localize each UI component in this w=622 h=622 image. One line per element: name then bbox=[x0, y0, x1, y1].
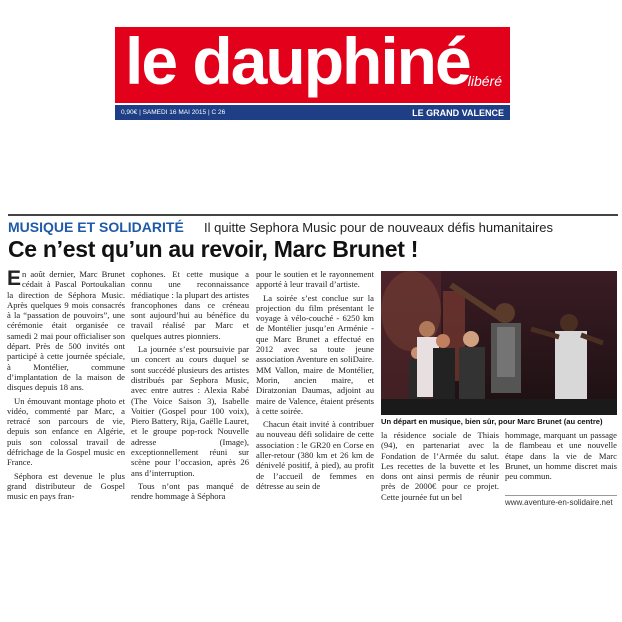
article-column-5 bbox=[505, 430, 617, 484]
paragraph: pour le soutien et le rayonnement apporté à leur travail d’artiste. bbox=[256, 269, 374, 290]
edition-bar bbox=[115, 105, 510, 120]
photo-caption: Un départ en musique, bien sûr, pour Marc Brunet (au centre) bbox=[381, 417, 603, 426]
article-subhead: Il quitte Sephora Music pour de nouveaux défis humanitaires bbox=[204, 220, 554, 235]
edition-name: LE GRAND VALENCE bbox=[412, 107, 504, 118]
website-link[interactable]: www.aventure-en-solidaire.net bbox=[505, 495, 617, 508]
paragraph: n août dernier, Marc Brunet cédait à Pascal Portoukalian la direction de Séphora Music. Après quelques 9 mois consacrés à la “passation de pouvoirs”, une cérémonie était organisée ce samedi 2 mai pour officialiser son départ. Près de 500 invités ont participé à cette journée spéciale, à Montélier, commune d’implantation de la maison de disques depuis 18 ans. bbox=[7, 269, 125, 393]
article-column-1 bbox=[7, 269, 125, 505]
paragraph: La journée s’est poursuivie par un concert au cours duquel se sont succédé plusieurs des artistes distribués par Sephora Music, avec entre autres : Alexia Rabé (The Voice Saison 3), Isabelle Voitier (Gospel pour 100 voix), Piero Battery, Rija, Gaëlle Lauret, et le groupe pop-rock Nouvelle adresse (Image), exceptionnellement réuni sur scène pour l’occasion, après 26 ans d’interruption. bbox=[131, 344, 249, 478]
concert-photo bbox=[381, 271, 617, 415]
newspaper-logo: le dauphiné bbox=[125, 24, 470, 98]
concert-photo-illustration bbox=[381, 271, 617, 415]
article-headline: Ce n’est qu’un au revoir, Marc Brunet ! bbox=[8, 236, 419, 262]
paragraph: Tous n’ont pas manqué de rendre hommage à Séphora bbox=[131, 480, 249, 502]
edition-info: 0,90€ | SAMEDI 16 MAI 2015 | C 26 bbox=[121, 109, 226, 116]
drop-cap: E bbox=[7, 267, 22, 290]
kicker-row bbox=[8, 214, 618, 238]
article-column-3 bbox=[256, 269, 374, 494]
article-column-4 bbox=[381, 430, 499, 505]
logo-block bbox=[115, 24, 510, 103]
paragraph: la résidence sociale de Thiais (94), en partenariat avec la Fondation de l’Armée du salut. Les recettes de la buvette et les dons ont ainsi permis de réunir près de 2000€ pour ce projet. Cette journée fut un bel bbox=[381, 430, 499, 502]
paragraph: La soirée s’est conclue sur la projection du film présentant le voyage à vélo-couché - 6250 km de Montélier jusqu’en Arménie - que Marc Brunet a effectué en 2012 avec sa toute jeune association Aventure en soliDaire. MM Vallon, maire de Montélier, Morin, ancien maire, et Diratzonian Daumas, adjoint au maire de Valence, étaient présents à cette soirée. bbox=[256, 292, 374, 416]
paragraph: Séphora est devenue le plus grand distributeur de Gospel music en pays fran- bbox=[7, 470, 125, 502]
paragraph: Un émouvant montage photo et vidéo, commenté par Marc, a retracé son parcours de vie, depuis son enfance en Algérie, puis son colossal travail de défrichage de la Gospel music en France. bbox=[7, 395, 125, 468]
paragraph: Chacun était invité à contribuer au nouveau défi solidaire de cette association : le GR20 en Corse en aller-retour (380 km et 26 km de dénivelé positif, à pied), au profit de l’accueil de femmes en détresse au sein de bbox=[256, 419, 374, 491]
paragraph: hommage, marquant un passage de flambeau et une nouvelle étape dans la vie de Marc Brunet, un homme discret mais peu commun. bbox=[505, 430, 617, 482]
logo-subtitle: libéré bbox=[467, 73, 502, 89]
masthead bbox=[115, 24, 510, 120]
paragraph: cophones. Et cette musique a connu une reconnaissance médiatique : la plupart des artistes francophones dans ce créneau sont aujourd’hui au bénéfice du travail réalisé par Marc et quelques autres pionniers. bbox=[131, 269, 249, 341]
article-kicker: MUSIQUE ET SOLIDARITÉ bbox=[8, 219, 184, 235]
article-column-2 bbox=[131, 269, 249, 505]
